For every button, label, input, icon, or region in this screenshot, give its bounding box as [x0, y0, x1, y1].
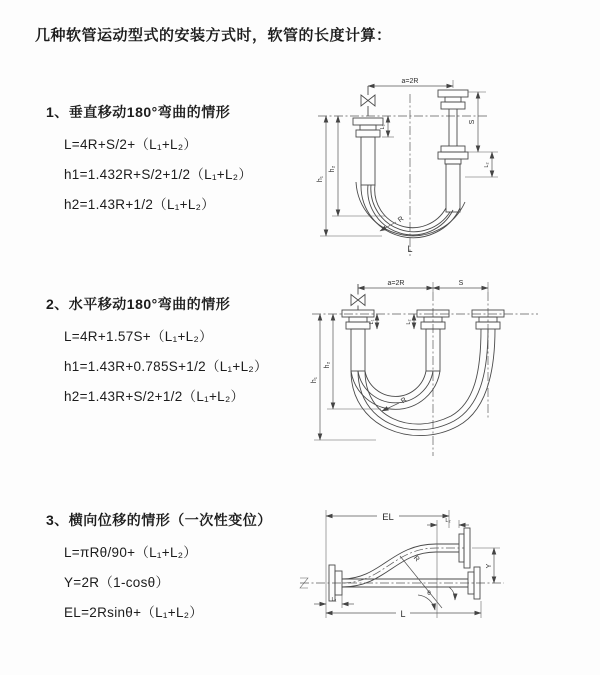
radius-callout — [380, 215, 405, 231]
right-flange-lower — [438, 146, 468, 164]
dim-s — [468, 92, 498, 152]
dim-label-h2: h₂ — [324, 361, 331, 369]
section-heading: 1、垂直移动180°弯曲的情形 — [46, 104, 231, 120]
dim-el — [326, 510, 449, 618]
formula-list — [64, 322, 268, 412]
dim-label-l2: L₂ — [445, 518, 451, 524]
dim-label-l1: L₁ — [331, 597, 337, 603]
dim-label-s: S — [458, 280, 464, 287]
right-hose-braid — [446, 164, 460, 212]
dim-label-a2r: a=2R — [401, 78, 419, 85]
u-bend-hose-arcs — [356, 182, 465, 238]
diagram-lateral-displacement — [296, 498, 588, 652]
dim-label-y: Y — [486, 563, 493, 569]
dim-s — [433, 280, 488, 292]
left-hose-braid — [361, 137, 375, 185]
dim-label-r: R — [400, 396, 409, 406]
formula-list — [64, 538, 272, 628]
dim-l2 — [427, 518, 469, 618]
dim-label-l2: L₂ — [484, 162, 490, 168]
dim-l1 — [380, 116, 394, 137]
dim-label-l: L — [400, 609, 406, 619]
dim-l2 — [465, 152, 498, 177]
formula-list — [64, 130, 252, 220]
dim-l2 — [406, 314, 414, 329]
formula-h2: h2=1.43R+1/2（L₁+L₂） — [64, 197, 215, 212]
radius-construction — [400, 555, 442, 608]
section-horizontal-motion — [46, 294, 268, 412]
valve-icon — [361, 86, 375, 116]
formula-h1: h1=1.43R+0.785S+1/2（L₁+L₂） — [64, 359, 268, 374]
left-flange — [353, 118, 383, 137]
dim-a2r — [368, 78, 453, 88]
angle-construction — [418, 587, 455, 610]
dim-label-h1: h₁ — [311, 376, 318, 384]
left-hose-braid — [351, 329, 365, 371]
dim-label-l1: L₁ — [380, 124, 386, 130]
diagram-vertical-180-bend — [310, 74, 538, 262]
formula-L: L=4R+S/2+（L₁+L₂） — [64, 137, 198, 152]
dim-label-l: L — [407, 244, 413, 254]
formula-h2: h2=1.43R+S/2+1/2（L₁+L₂） — [64, 389, 245, 404]
swung-hose-arcs — [351, 329, 495, 436]
formula-EL: EL=2Rsinθ+（L₁+L₂） — [64, 605, 204, 620]
section-lateral-displacement — [46, 510, 272, 628]
formula-L: L=4R+1.57S+（L₁+L₂） — [64, 329, 213, 344]
formula-h1: h1=1.432R+S/2+1/2（L₁+L₂） — [64, 167, 253, 182]
dim-label-l1: L₁ — [369, 319, 375, 325]
left-flange — [342, 310, 374, 329]
dim-a2r — [358, 280, 433, 292]
dim-label-theta: θ — [427, 590, 431, 597]
dim-l1 — [314, 590, 354, 608]
right-flange-upper — [438, 90, 468, 146]
section-vertical-motion — [46, 102, 252, 220]
small-u-bend-arcs — [351, 371, 440, 409]
section-heading: 2、水平移动180°弯曲的情形 — [46, 296, 231, 312]
dim-label-h2: h₂ — [329, 165, 336, 173]
upper-flange — [459, 528, 470, 568]
dim-label-a2r: a=2R — [387, 280, 405, 287]
formula-L: L=πRθ/90+（L₁+L₂） — [64, 545, 198, 560]
dim-label-l2: L₂ — [406, 319, 412, 325]
diagram-horizontal-180-bend — [306, 278, 544, 466]
dim-label-s: S — [469, 119, 476, 125]
dim-label-el: EL — [382, 512, 394, 523]
dim-label-r: R — [397, 215, 406, 225]
section-heading: 3、横向位移的情形（一次性变位） — [46, 512, 272, 528]
formula-Y: Y=2R（1-cosθ） — [64, 575, 170, 590]
dim-label-h1: h₁ — [317, 175, 324, 183]
dim-y — [472, 548, 500, 583]
dim-label-r: R — [411, 554, 421, 564]
hose-centerline — [342, 548, 464, 583]
page-title: 几种软管运动型式的安装方式时，软管的长度计算： — [35, 27, 392, 44]
